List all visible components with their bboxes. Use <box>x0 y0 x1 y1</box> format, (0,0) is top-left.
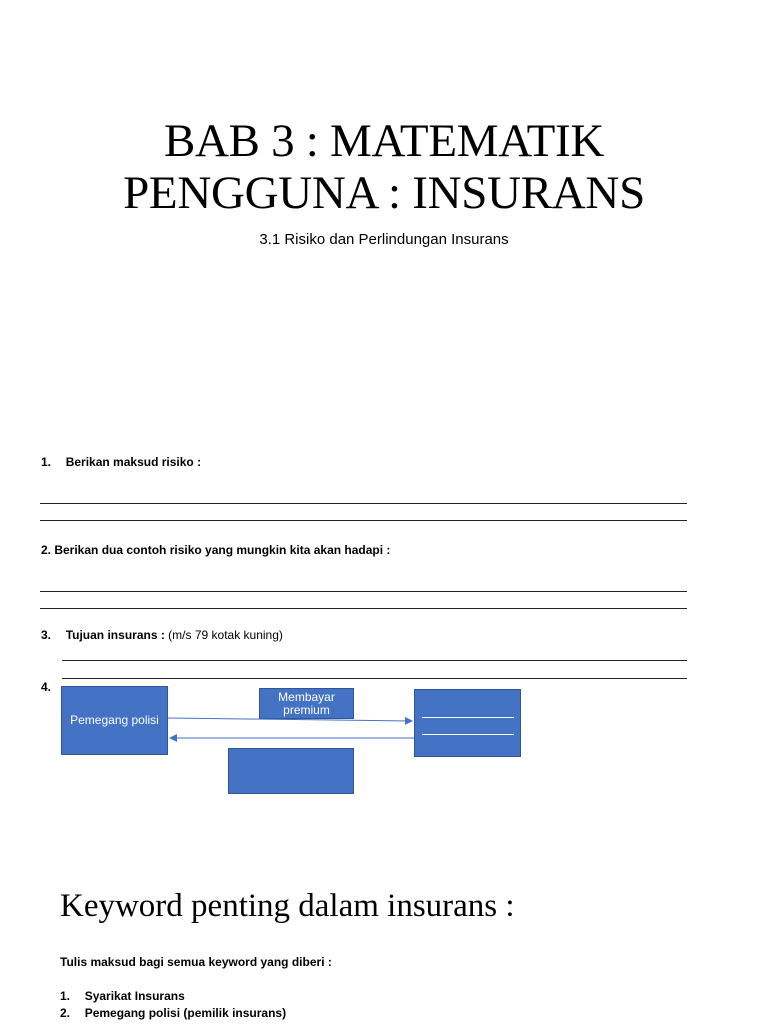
arrow-to-insurer <box>168 718 412 721</box>
keyword-item-number: 1. <box>60 989 71 1003</box>
question-4-number: 4. <box>41 680 52 694</box>
question-3-text: Tujuan insurans : <box>65 628 165 642</box>
keywords-title: Keyword penting dalam insurans : <box>60 888 515 924</box>
keywords-instruction: Tulis maksud bagi semua keyword yang diberi : <box>60 955 332 969</box>
keyword-item-text: Syarikat Insurans <box>84 989 185 1003</box>
keyword-item <box>60 989 185 1003</box>
question-2-text: 2. Berikan dua contoh risiko yang mungkin kita akan hadapi : <box>41 543 391 557</box>
page-subtitle: 3.1 Risiko dan Perlindungan Insurans <box>259 231 509 248</box>
question-3-note: (m/s 79 kotak kuning) <box>168 628 283 642</box>
keyword-item <box>60 1006 286 1020</box>
keyword-item-text: Pemegang polisi (pemilik insurans) <box>84 1006 287 1020</box>
pay-premium-line-2: premium <box>283 702 330 717</box>
question-1-number: 1. <box>41 455 52 469</box>
title-line-2: PENGGUNA : INSURANS <box>123 167 645 219</box>
pay-premium-line-1: Membayar <box>278 689 335 704</box>
policyholder-label: Pemegang polisi <box>70 713 159 727</box>
question-1-text: Berikan maksud risiko : <box>65 455 202 469</box>
question-3-number: 3. <box>41 628 52 642</box>
keyword-item-number: 2. <box>60 1006 71 1020</box>
title-line-1: BAB 3 : MATEMATIK <box>163 115 605 167</box>
